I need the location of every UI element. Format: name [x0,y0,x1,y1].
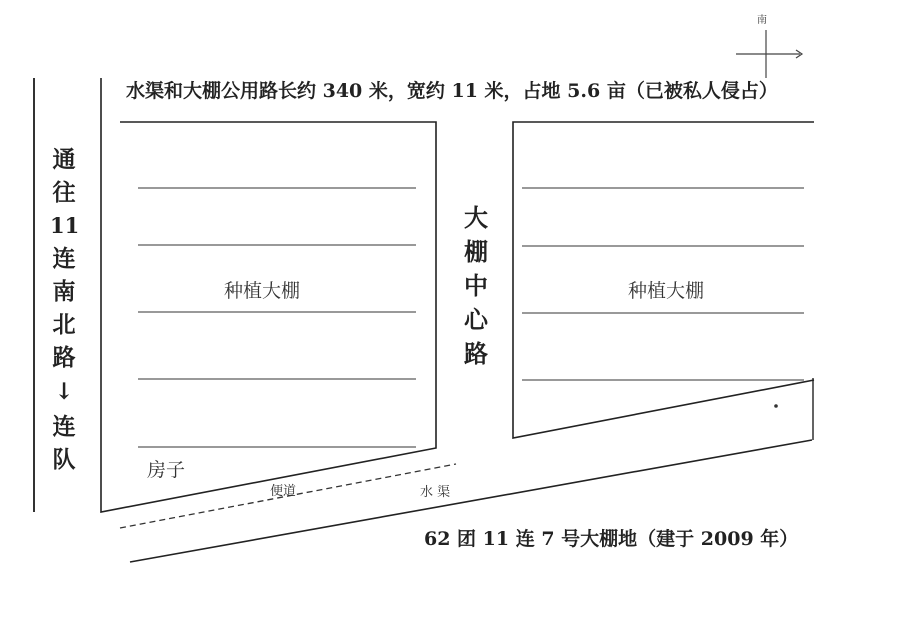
canal-label: 水 渠 [420,485,451,500]
down-arrow-icon: ↓ [54,378,74,405]
left-road-destination-char: 连 [52,413,76,440]
left-road-char: 往 [52,179,76,206]
center-road-char: 中 [464,272,488,300]
left-road-char: 通 [52,146,76,173]
center-road-char: 心 [464,306,488,334]
right-greenhouse-label: 种植大棚 [628,280,705,302]
left-greenhouse-label: 种植大棚 [224,280,301,302]
left-road-label [50,143,78,476]
left-road-char: 南 [52,278,76,305]
left-road-char: 北 [52,311,76,338]
left-greenhouse-rows [138,188,416,447]
compass-icon [736,30,802,78]
left-road-char: 路 [52,344,76,371]
path-label: 便道 [270,484,297,499]
marker-dot [774,404,778,408]
center-road-char: 大 [464,204,488,232]
compass-label: 南 [757,15,767,26]
house-label: 房子 [147,459,186,481]
center-road-label [462,201,490,371]
center-road-char: 棚 [464,238,488,266]
center-road-char: 路 [464,340,488,368]
top-note: 水渠和大棚公用路长约 340 米，宽约 11 米，占地 5.6 亩（已被私人侵占） [126,80,778,102]
left-road-destination-char: 队 [52,446,76,473]
bottom-caption: 62 团 11 连 7 号大棚地（建于 2009 年） [424,528,799,550]
left-road-char: 11 [50,213,80,238]
left-road-char: 连 [52,245,76,272]
